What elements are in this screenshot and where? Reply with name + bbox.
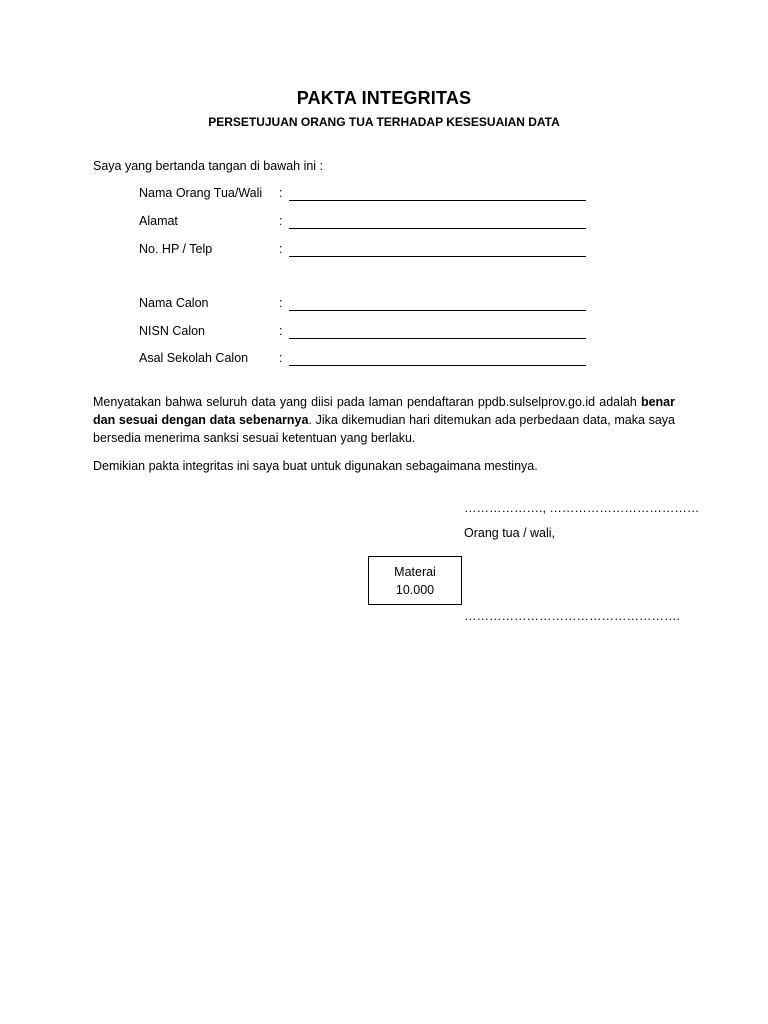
statement-text-continued: . Jika dikemudian hari ditemukan ada perbedaan data, maka saya bersedia menerima sanksi sesuai ketentuan yang berlaku. xyxy=(93,413,675,445)
field-label: Alamat xyxy=(139,214,178,228)
fill-in-line[interactable] xyxy=(289,310,586,311)
fill-in-line[interactable] xyxy=(289,256,586,257)
stamp-duty-label: Materai xyxy=(394,564,436,579)
place-date-line: ………………., ……………………………… xyxy=(464,501,700,515)
document-subtitle: PERSETUJUAN ORANG TUA TERHADAP KESESUAIAN DATA xyxy=(208,115,560,129)
field-colon: : xyxy=(279,351,283,365)
field-colon: : xyxy=(279,296,283,310)
document-title: PAKTA INTEGRITAS xyxy=(296,88,472,108)
closing-paragraph: Demikian pakta integritas ini saya buat untuk digunakan sebagaimana mestinya. xyxy=(93,459,538,473)
stamp-duty-box xyxy=(368,556,462,605)
fill-in-line[interactable] xyxy=(289,365,586,366)
signature-line: ……………………………………………. xyxy=(464,609,680,623)
field-label: No. HP / Telp xyxy=(139,242,213,256)
field-label: NISN Calon xyxy=(139,324,205,338)
stamp-duty-value: 10.000 xyxy=(395,582,435,597)
field-label: Asal Sekolah Calon xyxy=(139,351,249,365)
field-colon: : xyxy=(279,324,283,338)
statement-bold-text: benar dan sesuai dengan data sebenarnya xyxy=(93,395,675,427)
signer-role: Orang tua / wali, xyxy=(464,526,556,540)
field-colon: : xyxy=(279,186,283,200)
statement-paragraph xyxy=(93,393,675,447)
field-label: Nama Orang Tua/Wali xyxy=(139,186,263,200)
field-label: Nama Calon xyxy=(139,296,209,310)
fill-in-line[interactable] xyxy=(289,200,586,201)
fill-in-line[interactable] xyxy=(289,228,586,229)
fill-in-line[interactable] xyxy=(289,338,586,339)
field-colon: : xyxy=(279,214,283,228)
intro-text: Saya yang bertanda tangan di bawah ini : xyxy=(93,159,324,173)
field-colon: : xyxy=(279,242,283,256)
statement-text: Menyatakan bahwa seluruh data yang diisi pada laman pendaftaran ppdb.sulselprov.go.id adalah xyxy=(93,395,641,409)
